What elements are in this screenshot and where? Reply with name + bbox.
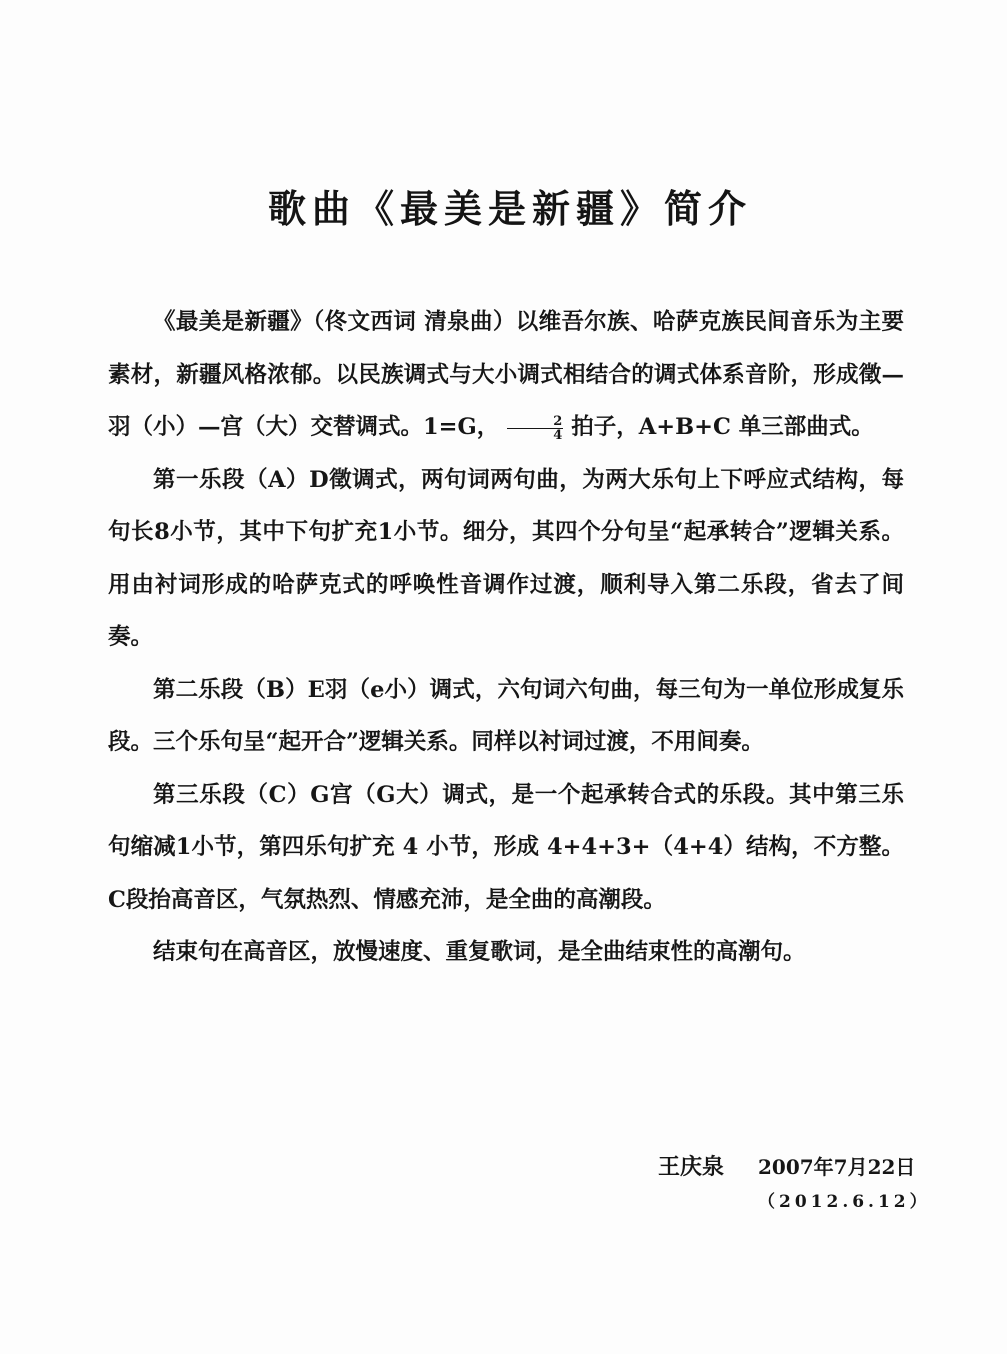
intro-text-after: 拍子，A+B+C 单三部曲式。: [571, 414, 874, 440]
intro-text-before: 《最美是新疆》（佟文西词 清泉曲）以维吾尔族、哈萨克族民间音乐为主要素材，新疆风格浓郁。以民族调式与大小调式相结合的调式体系音阶，形成徵—羽（小）—宫（大）交替调式。1=G，: [108, 309, 904, 440]
time-signature-numerator: 2: [507, 415, 563, 429]
author-name: 王庆泉: [658, 1154, 725, 1180]
document-body: [108, 296, 904, 979]
paragraph-section-b: 第二乐段（B）E羽（e小）调式，六句词六句曲，每三句为一单位形成复乐段。三个乐句呈“起开合”逻辑关系。同样以衬词过渡，不用间奏。: [108, 676, 904, 755]
signature-line: [658, 1150, 931, 1181]
time-signature-denominator: 4: [553, 427, 563, 443]
signature-block: [658, 1150, 931, 1212]
signature-date: 2007年7月22日: [758, 1155, 916, 1179]
time-signature-fraction: [507, 415, 563, 442]
paragraph-section-a: 第一乐段（A）D徵调式，两句词两句曲，为两大乐句上下呼应式结构，每句长8小节，其中下句扩充1小节。细分，其四个分句呈“起承转合”逻辑关系。用由衬词形成的哈萨克式的呼唤性音调作过渡，顺利导入第二乐段，省去了间奏。: [108, 466, 904, 650]
document-title: 歌曲《最美是新疆》简介: [267, 187, 752, 231]
paragraph-intro: [108, 296, 904, 454]
paragraph-ending: 结束句在高音区，放慢速度、重复歌词，是全曲结束性的高潮句。: [153, 939, 806, 965]
paragraph-section-c: 第三乐段（C）G宫（G大）调式，是一个起承转合式的乐段。其中第三乐句缩减1小节，第四乐句扩充 4 小节，形成 4+4+3+（4+4）结构，不方整。C段抬高音区，气氛热烈、情感充沛，是全曲的高潮段。: [108, 781, 904, 913]
revision-date: （2012.6.12）: [758, 1192, 931, 1212]
